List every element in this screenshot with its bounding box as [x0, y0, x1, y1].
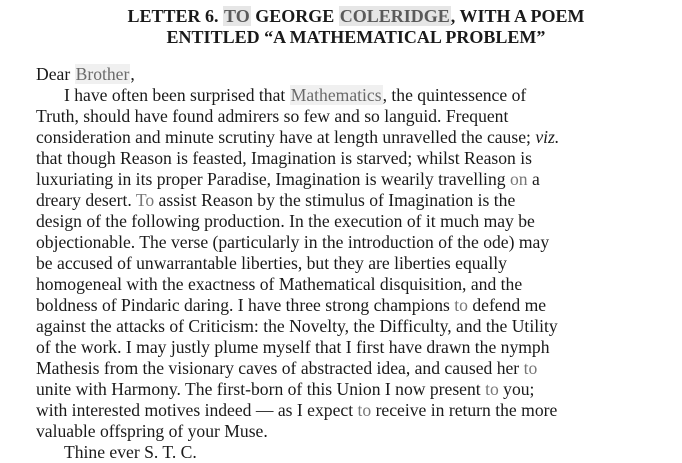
- body-text: you;: [498, 379, 535, 399]
- body-line: [36, 253, 676, 274]
- body-text: receive in return the more: [371, 400, 558, 420]
- body-line: [36, 106, 676, 127]
- body-line: [36, 295, 676, 316]
- grey-word: to: [485, 379, 499, 399]
- closing-signature: Thine ever S. T. C.: [64, 442, 197, 462]
- salutation-suffix: ,: [130, 64, 135, 84]
- body-text: with interested motives indeed — as I expect: [36, 400, 358, 420]
- body-text: boldness of Pindaric daring. I have three strong champions: [36, 295, 455, 315]
- body-line: [36, 85, 676, 106]
- title-highlight-to: TO: [224, 6, 250, 26]
- letter-page: [36, 6, 676, 463]
- salutation-prefix: Dear: [36, 64, 75, 84]
- body-text: a: [527, 169, 540, 189]
- body-text: luxuriating in its proper Paradise, Imagination is wearily travelling: [36, 169, 510, 189]
- italic-text: viz.: [535, 127, 560, 147]
- body-line: [36, 358, 676, 379]
- body-line: [36, 400, 676, 421]
- body-text: defend me: [467, 295, 547, 315]
- salutation-highlight: Brother: [75, 64, 130, 84]
- body-text: be accused of unwarrantable liberties, but they are liberties equally: [36, 253, 507, 273]
- body-text: Mathesis from the visionary caves of abstracted idea, and caused her: [36, 358, 524, 378]
- body-text: assist Reason by the stimulus of Imagination is the: [154, 190, 516, 210]
- salutation: [36, 64, 676, 85]
- body-text: homogeneal with the exactness of Mathematical disquisition, and the: [36, 274, 523, 294]
- grey-word: to: [454, 295, 468, 315]
- letter-body: [36, 64, 676, 463]
- body-text: valuable offspring of your Muse.: [36, 421, 268, 441]
- body-text: Truth, should have found admirers so few and so languid. Frequent: [36, 106, 509, 126]
- body-text: objectionable. The verse (particularly in the introduction of the ode) may: [36, 232, 550, 252]
- body-line: [36, 337, 676, 358]
- body-line: [36, 421, 676, 442]
- body-text: that though Reason is feasted, Imagination is starved; whilst Reason is: [36, 148, 532, 168]
- body-text: design of the following production. In the execution of it much may be: [36, 211, 535, 231]
- grey-word: To: [135, 190, 155, 210]
- body-line: [36, 316, 676, 337]
- highlighted-word: Mathematics: [290, 85, 382, 105]
- body-line: [36, 379, 676, 400]
- title-line-2: ENTITLED “A MATHEMATICAL PROBLEM”: [166, 27, 546, 47]
- title-highlight-coleridge: COLERIDGE: [339, 6, 450, 26]
- title-line-1: [36, 6, 676, 27]
- title-suffix: , WITH A POEM: [450, 6, 585, 26]
- body-line: [36, 211, 676, 232]
- body-line: [36, 190, 676, 211]
- body-line: [36, 274, 676, 295]
- body-text: of the work. I may justly plume myself that I first have drawn the nymph: [36, 337, 550, 357]
- title-prefix: LETTER 6.: [127, 6, 224, 26]
- grey-word: to: [523, 358, 538, 378]
- body-text: against the attacks of Criticism: the Novelty, the Difficulty, and the Utility: [36, 316, 558, 336]
- grey-word: to: [357, 400, 372, 420]
- body-text: , the quintessence of: [382, 85, 527, 105]
- body-line: [36, 127, 676, 148]
- body-text: dreary desert.: [36, 190, 136, 210]
- body-line: [36, 169, 676, 190]
- body-text: unite with Harmony. The first-born of this Union I now present: [36, 379, 486, 399]
- body-text: consideration and minute scrutiny have at length unravelled the cause;: [36, 127, 536, 147]
- title-mid: GEORGE: [250, 6, 339, 26]
- grey-word: on: [509, 169, 528, 189]
- body-text: I have often been surprised that: [64, 85, 290, 105]
- body-line: [36, 232, 676, 253]
- page-title: [36, 6, 676, 48]
- body-line: [36, 148, 676, 169]
